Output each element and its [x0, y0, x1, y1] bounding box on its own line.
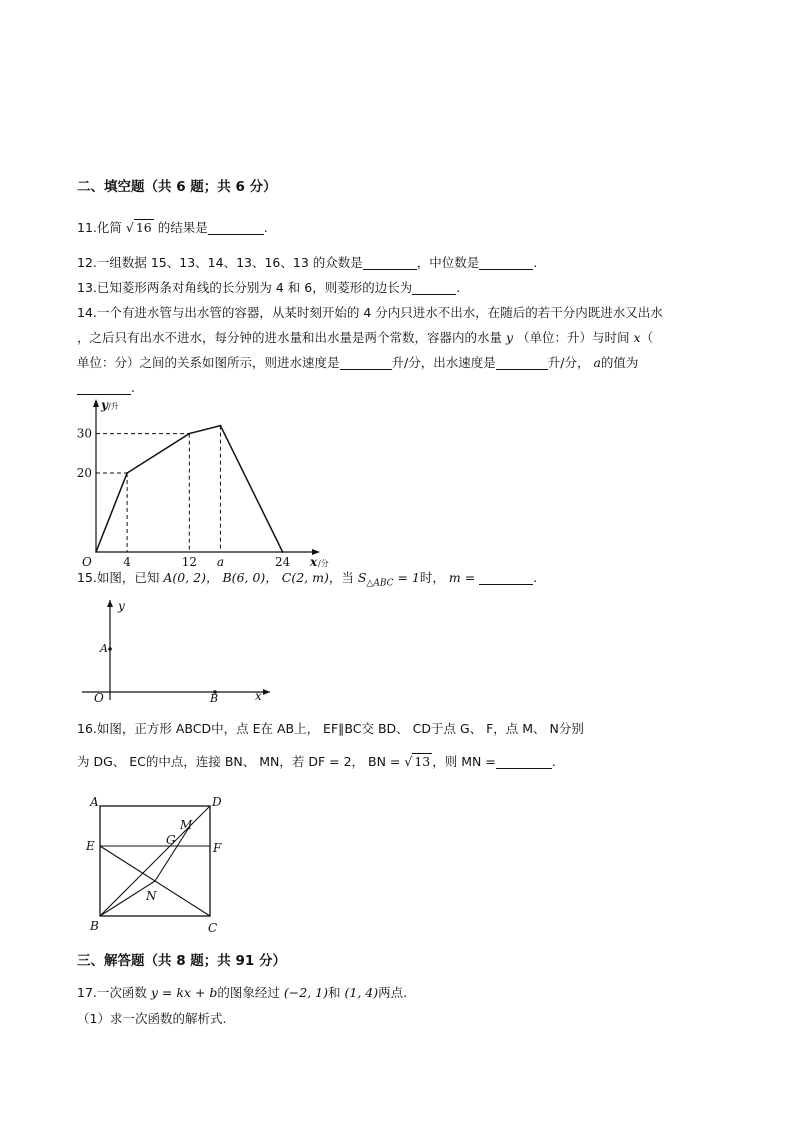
q12-mode-blank[interactable]	[363, 257, 417, 270]
data-point	[126, 472, 128, 474]
q14-outflow-blank[interactable]	[496, 357, 548, 370]
q16-label-d: D	[212, 795, 222, 809]
q11-prefix: 11.化简	[77, 220, 122, 235]
question-12: 12.一组数据 15、13、14、13、16、13 的众数是 ，中位数是 .	[77, 255, 538, 270]
question-13: 13.已知菱形两条对角线的长分别为 4 和 6，则菱形的边长为 .	[77, 280, 461, 295]
section-2-heading: 二、填空题（共 6 题；共 6 分）	[77, 179, 277, 195]
q15-y-arrow-icon	[107, 600, 113, 607]
q17-formula: y = kx + b	[150, 985, 218, 1000]
y-tick-label: 30	[76, 426, 92, 441]
q16-label-n: N	[146, 889, 157, 903]
q15-x-label: x	[255, 689, 262, 703]
question-11: 11.化简 √ 16 的结果是 .	[77, 220, 268, 235]
q15-point-a	[108, 647, 112, 651]
q16-label-c: C	[208, 921, 218, 935]
origin-label: O	[82, 555, 92, 569]
q12-prefix: 12.一组数据 15、13、14、13、16、13 的众数是	[77, 255, 363, 270]
x-tick-label: 24	[275, 555, 291, 569]
q15-y-label: y	[118, 599, 125, 613]
q16-label-e: E	[86, 839, 95, 853]
q14-line-3: 单位：分）之间的关系如图所示，则进水速度是 升/分，出水速度是 升/分， a的值为	[77, 355, 639, 370]
data-point	[220, 425, 222, 427]
q15-figure	[80, 594, 280, 704]
q16-label-a: A	[90, 795, 99, 809]
y-tick-label: 20	[76, 466, 92, 481]
q15-b-label: B	[210, 692, 219, 704]
q16-figure	[82, 792, 232, 940]
q14-line-2: ，之后只有出水不进水，每分钟的进水量和出水量是两个常数，容器内的水量 y （单位：升）与时间 x（	[77, 330, 654, 345]
x-tick-label: 4	[123, 555, 131, 569]
q14-inflow-blank[interactable]	[340, 357, 392, 370]
q16-label-g: G	[166, 833, 176, 847]
q14-line-1: 14.一个有进水管与出水管的容器，从某时刻开始的 4 分内只进水不出水，在随后的若干分内既进水又出水	[77, 305, 663, 320]
y-axis-unit: /升	[108, 402, 119, 411]
q16-line-1: 16.如图，正方形 ABCD中，点 E在 AB上， EF∥BC交 BD、 CD于点 G、 F，点 M、 N分别	[77, 721, 584, 736]
q13-prefix: 13.已知菱形两条对角线的长分别为 4 和 6，则菱形的边长为	[77, 280, 413, 295]
q15-origin-label: O	[94, 691, 104, 704]
q16-label-b: B	[90, 919, 99, 933]
q15-a-label: A	[100, 642, 108, 655]
q12-median-blank[interactable]	[479, 257, 533, 270]
q11-sqrt: √ 16	[125, 220, 152, 235]
q11-suffix: 的结果是	[157, 220, 208, 235]
q14-water-chart	[70, 395, 330, 573]
question-17: 17.一次函数 y = kx + b的图象经过 (−2, 1)和 (1, 4)两点.	[77, 985, 408, 1000]
q14-a-blank[interactable]	[77, 382, 131, 395]
q15-x-arrow-icon	[263, 689, 270, 695]
q16-sqrt: √ 13	[404, 754, 431, 769]
x-axis-unit: /分	[318, 559, 329, 568]
q16-answer-blank[interactable]	[496, 756, 552, 769]
q17-subquestion-1: （1）求一次函数的解析式.	[77, 1011, 227, 1026]
section-3-heading: 三、解答题（共 8 题；共 91 分）	[77, 953, 286, 969]
x-tick-label: a	[216, 555, 225, 569]
data-point	[188, 433, 190, 435]
q16-label-m: M	[180, 818, 193, 832]
x-tick-label: 12	[181, 555, 197, 569]
data-point	[95, 551, 97, 553]
y-axis-label: y	[101, 398, 108, 412]
q11-answer-blank[interactable]	[208, 222, 264, 235]
q14-line-4: .	[77, 382, 135, 395]
x-axis-label: x	[310, 555, 318, 569]
q13-answer-blank[interactable]	[412, 282, 456, 295]
y-axis-arrow-icon	[93, 399, 99, 407]
data-point	[282, 551, 284, 553]
q15-answer-blank[interactable]	[479, 572, 533, 585]
q16-label-f: F	[213, 841, 222, 855]
q16-line-2: 为 DG、 EC的中点，连接 BN、 MN，若 DF = 2， BN = √ 13 ，则 MN = .	[77, 754, 556, 769]
question-15: 15.如图，已知 A(0, 2)， B(6, 0)， C(2, m)，当 $S_{\triangle ABC} = 1$时， m = .	[77, 570, 538, 589]
